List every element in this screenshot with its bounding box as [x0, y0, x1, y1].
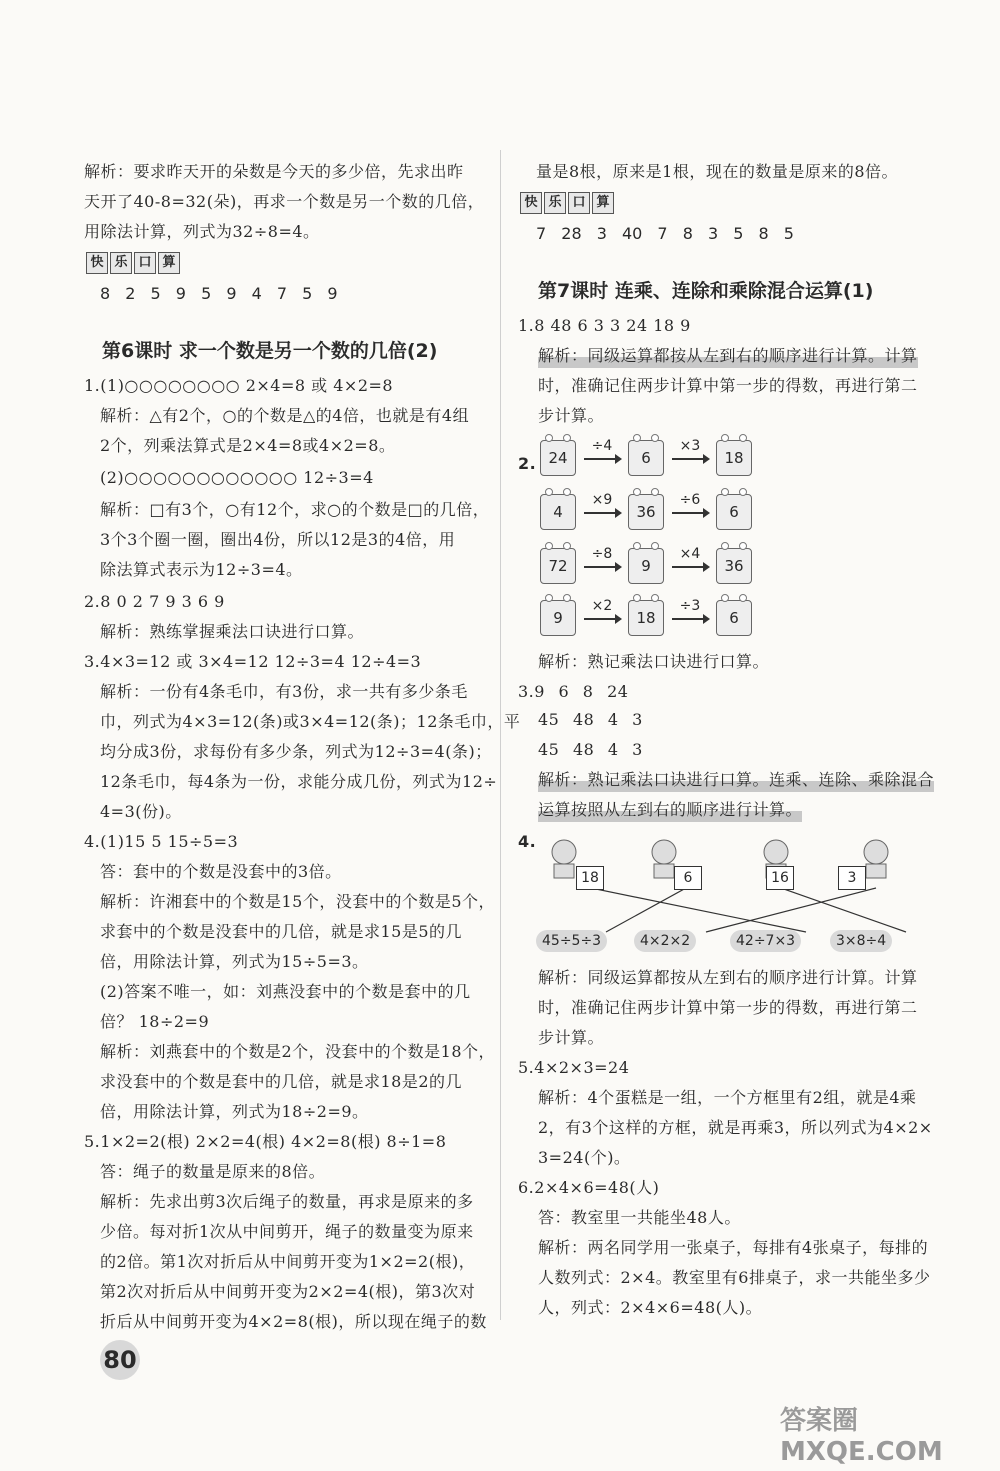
column-divider	[500, 150, 501, 1320]
machine-box: 24	[540, 440, 576, 476]
machine-box: 6	[716, 600, 752, 636]
intro-line-3: 用除法计算，列式为32÷8=4。	[84, 222, 320, 241]
analysis-line: 解析：先求出剪3次后绳子的数量，再求是原来的多	[100, 1192, 474, 1211]
badge-char: 算	[592, 192, 614, 214]
answer-text: 答：绳子的数量是原来的8倍。	[100, 1162, 326, 1181]
analysis-line: 巾，列式为4×3=12(条)或3×4=12(条)；12条毛巾，平	[100, 712, 521, 731]
operation: ÷6	[679, 492, 701, 508]
machine-box: 6	[716, 494, 752, 530]
analysis-line: 解析：两名同学用一张桌子，每排有4张桌子，每排的	[538, 1238, 929, 1257]
badge-char: 算	[158, 252, 180, 274]
analysis-line: 解析：同级运算都按从左到右的顺序进行计算。计算	[538, 968, 918, 987]
kuaile-badge	[520, 192, 614, 214]
analysis-line: 解析：刘燕套中的个数是2个，没套中的个数是18个，	[100, 1042, 496, 1061]
analysis-line: 均分成3份，求每份有多少条，列式为12÷3=4(条)；	[100, 742, 492, 761]
q3-row: 45 48 4 3	[538, 710, 643, 729]
machine-box: 9	[540, 600, 576, 636]
analysis-line: 解析：熟练掌握乘法口诀进行口算。	[100, 622, 365, 641]
analysis-line: 时，准确记住两步计算中第一步的得数，再进行第二	[538, 376, 918, 395]
q3-row: 45 48 4 3	[538, 740, 643, 759]
lesson-heading: 第6课时 求一个数是另一个数的几倍(2)	[102, 340, 438, 362]
watermark-logo: 答案圈 MXQE.COM	[780, 1406, 943, 1467]
badge-char: 口	[568, 192, 590, 214]
analysis-line: 4=3(份)。	[100, 802, 182, 821]
analysis-line: 倍，用除法计算，列式为18÷2=9。	[100, 1102, 369, 1121]
kuaile-badge	[86, 252, 180, 274]
answer-line: 4.(1)15 5 15÷5=3	[84, 832, 239, 851]
analysis-line: 2，有3个这样的方框，就是再乘3，所以列式为4×2×	[538, 1118, 933, 1137]
q1-answers: 1.8 48 6 3 3 24 18 9	[518, 316, 691, 335]
analysis-line: 2个，列乘法算式是2×4=8或4×2=8。	[100, 436, 396, 455]
analysis-line: 解析：□有3个，○有12个，求○的个数是□的几倍，	[100, 500, 490, 519]
badge-char: 口	[134, 252, 156, 274]
operation: ÷4	[591, 438, 613, 454]
answer-line: 5.1×2=2(根) 2×2=4(根) 4×2=8(根) 8÷1=8	[84, 1132, 447, 1151]
analysis-line: 解析：熟记乘法口诀进行口算。连乘、连除、乘除混合	[538, 768, 934, 792]
analysis-line: 步计算。	[538, 406, 605, 425]
badge-char: 快	[520, 192, 542, 214]
page-number: 80	[100, 1340, 140, 1380]
machine-box: 18	[628, 600, 664, 636]
machine-box: 18	[716, 440, 752, 476]
operation: ×3	[679, 438, 701, 454]
arrow	[584, 566, 620, 568]
analysis-line: 的2倍。第1次对折后从中间剪开变为1×2=2(根)，	[100, 1252, 476, 1271]
answer-line: 3.4×3=12 或 3×4=12 12÷3=4 12÷4=3	[84, 652, 422, 671]
machine-box: 9	[628, 548, 664, 584]
q2-label: 2.	[518, 454, 537, 473]
q6-answer: 6.2×4×6=48(人)	[518, 1178, 660, 1197]
analysis-line: 解析：△有2个，○的个数是△的4倍，也就是有4组	[100, 406, 470, 425]
intro-line-2: 天开了40-8=32(朵)，再求一个数是另一个数的几倍，	[84, 192, 485, 211]
answer-line: (2)答案不唯一，如：刘燕没套中的个数是套中的几	[100, 982, 471, 1001]
analysis-line: 第2次对折后从中间剪开变为2×2=4(根)，第3次对	[100, 1282, 476, 1301]
analysis-line: 人数列式：2×4。教室里有6排桌子，求一共能坐多少	[538, 1268, 931, 1287]
operation: ×4	[679, 546, 701, 562]
kuaile-answers: 8 2 5 9 5 9 4 7 5 9	[100, 284, 338, 303]
analysis-line: 时，准确记住两步计算中第一步的得数，再进行第二	[538, 998, 918, 1017]
machine-row	[540, 440, 770, 490]
q4-label: 4.	[518, 832, 537, 851]
analysis-line: 除法算式表示为12÷3=4。	[100, 560, 303, 579]
analysis-line: 求套中的个数是没套中的几倍，就是求15是5的几	[100, 922, 463, 941]
arrow	[584, 618, 620, 620]
operation: ×2	[591, 598, 613, 614]
fish-card: 3×8÷4	[830, 930, 892, 952]
lesson-heading: 第7课时 连乘、连除和乘除混合运算(1)	[538, 280, 874, 302]
analysis-line: 折后从中间剪开变为4×2=8(根)，所以现在绳子的数	[100, 1312, 487, 1331]
arrow	[584, 512, 620, 514]
answer-line: 倍？ 18÷2=9	[100, 1012, 210, 1031]
machine-row	[540, 494, 770, 544]
answer-line: (2)○○○○○○○○○○○○ 12÷3=4	[100, 468, 374, 487]
analysis-line: 解析：许湘套中的个数是15个，没套中的个数是5个，	[100, 892, 496, 911]
badge-char: 快	[86, 252, 108, 274]
cat-icon	[864, 840, 888, 878]
analysis-line: 解析：一份有4条毛巾，有3份，求一共有多少条毛	[100, 682, 468, 701]
arrow	[672, 618, 708, 620]
analysis-line: 解析：同级运算都按从左到右的顺序进行计算。计算	[538, 344, 918, 368]
machine-box: 36	[716, 548, 752, 584]
arrow	[584, 458, 620, 460]
number-box: 6	[674, 866, 702, 890]
intro-line: 量是8根，原来是1根，现在的数量是原来的8倍。	[536, 162, 899, 181]
badge-char: 乐	[110, 252, 132, 274]
analysis-line: 解析：4个蛋糕是一组，一个方框里有2组，就是4乘	[538, 1088, 917, 1107]
answer-text: 答：教室里一共能坐48人。	[538, 1208, 741, 1227]
analysis-line: 求没套中的个数是套中的几倍，就是求18是2的几	[100, 1072, 463, 1091]
badge-char: 乐	[544, 192, 566, 214]
analysis-line: 3个3个圈一圈，圈出4份，所以12是3的4倍，用	[100, 530, 456, 549]
kuaile-answers: 7 28 3 40 7 8 3 5 8 5	[536, 224, 794, 243]
answer-text: 答：套中的个数是没套中的3倍。	[100, 862, 342, 881]
machine-box: 6	[628, 440, 664, 476]
analysis-line: 解析：熟记乘法口诀进行口算。	[538, 652, 770, 671]
fish-card: 45÷5÷3	[536, 930, 607, 952]
arrow	[672, 458, 708, 460]
operation: ×9	[591, 492, 613, 508]
arrow	[672, 512, 708, 514]
analysis-line: 3=24(个)。	[538, 1148, 631, 1167]
analysis-line: 运算按照从左到右的顺序进行计算。	[538, 798, 802, 822]
analysis-line: 人，列式：2×4×6=48(人)。	[538, 1298, 763, 1317]
operation: ÷8	[591, 546, 613, 562]
analysis-line: 少倍。每对折1次从中间剪开，绳子的数量变为原来	[100, 1222, 474, 1241]
analysis-line: 12条毛巾，每4条为一份，求能分成几份，列式为12÷	[100, 772, 498, 791]
number-box: 16	[766, 866, 794, 890]
machine-row	[540, 600, 770, 650]
q5-answer: 5.4×2×3=24	[518, 1058, 630, 1077]
cat-icon	[552, 840, 576, 878]
operation: ÷3	[679, 598, 701, 614]
answer-line: 2.8 0 2 7 9 3 6 9	[84, 592, 225, 611]
match-line	[591, 888, 806, 932]
machine-box: 36	[628, 494, 664, 530]
match-line	[606, 888, 686, 932]
number-box: 18	[576, 866, 604, 890]
fish-card: 4×2×2	[634, 930, 696, 952]
number-box: 3	[838, 866, 866, 890]
arrow	[672, 566, 708, 568]
fish-card: 42÷7×3	[730, 930, 801, 952]
match-line	[781, 888, 906, 932]
machine-box: 72	[540, 548, 576, 584]
answer-line: 1.(1)○○○○○○○○ 2×4=8 或 4×2=8	[84, 376, 394, 395]
machine-box: 4	[540, 494, 576, 530]
q3-row: 3.9 6 8 24	[518, 682, 629, 701]
analysis-line: 步计算。	[538, 1028, 605, 1047]
machine-row	[540, 548, 770, 598]
match-line	[706, 888, 876, 932]
analysis-line: 倍，用除法计算，列式为15÷5=3。	[100, 952, 369, 971]
intro-line-1: 解析：要求昨天开的朵数是今天的多少倍，先求出昨	[84, 162, 464, 181]
cat-icon	[652, 840, 676, 878]
